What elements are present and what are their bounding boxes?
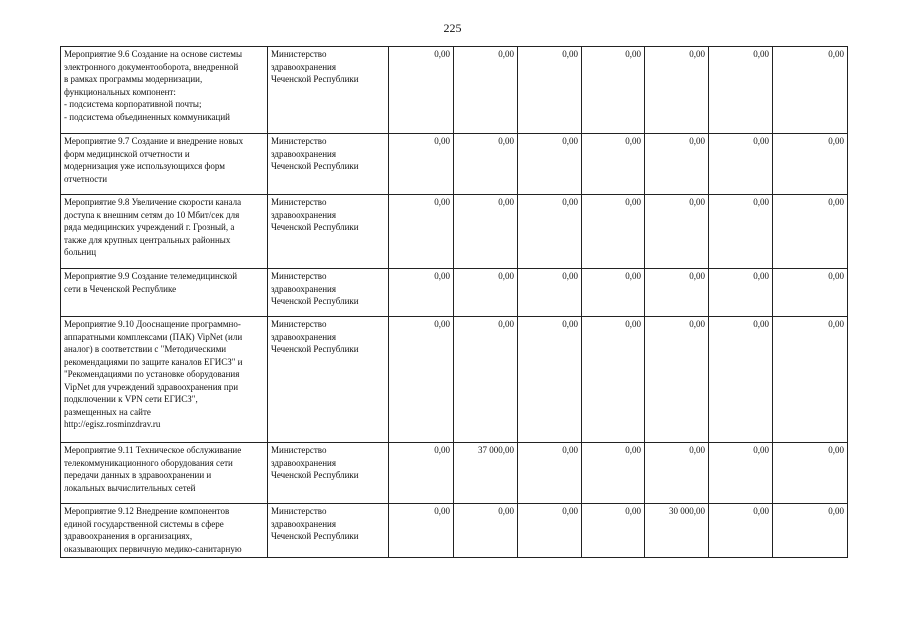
activity-description-line: VipNet для учреждений здравоохранения при <box>64 381 239 392</box>
activity-description-line: рекомендациями по защите каналов ЕГИСЗ" и <box>64 356 243 367</box>
funding-value-cell: 0,00 <box>389 269 454 317</box>
activity-description-cell <box>61 443 268 504</box>
funding-value-cell: 0,00 <box>645 269 709 317</box>
page-number: 225 <box>443 21 462 35</box>
responsible-organization-cell <box>268 504 389 558</box>
responsible-organization-cell <box>268 443 389 504</box>
funding-value-cell: 0,00 <box>518 443 582 504</box>
organization-line: здравоохранения <box>271 61 337 72</box>
funding-value-cell: 0,00 <box>773 317 848 443</box>
funding-value-cell: 0,00 <box>389 504 454 558</box>
activity-description-line: Мероприятие 9.11 Техническое обслуживание <box>64 445 242 455</box>
activity-description-line: http://egisz.rosminzdrav.ru <box>64 419 161 429</box>
funding-value-cell: 0,00 <box>582 134 645 195</box>
funding-value-cell: 0,00 <box>773 47 848 134</box>
organization-line: Чеченской Республики <box>271 74 359 84</box>
funding-value-cell: 0,00 <box>389 195 454 269</box>
organization-line: Министерство <box>271 506 327 516</box>
organization-line: Чеченской Республики <box>271 161 359 171</box>
funding-value-cell: 0,00 <box>518 195 582 269</box>
table-row <box>61 195 848 269</box>
activity-description-line: доступа к внешним сетям до 10 Мбит/сек для <box>64 209 240 220</box>
funding-value-cell: 0,00 <box>454 195 518 269</box>
activity-description-line: - подсистема корпоративной почты; <box>64 99 202 109</box>
activity-description-line: оказывающих первичную медико-санитарную <box>64 543 242 554</box>
activity-description-line: подключении к VPN сети ЕГИСЗ", <box>64 394 198 404</box>
activity-description-line: Мероприятие 9.7 Создание и внедрение новых <box>64 136 244 146</box>
activity-description-line: "Рекомендациями по установке оборудования <box>64 369 240 379</box>
activity-description-line: здравоохранения в организациях, <box>64 531 193 541</box>
activity-description-line: локальных вычислительных сетей <box>64 482 196 493</box>
funding-value-cell: 0,00 <box>454 317 518 443</box>
organization-line: здравоохранения <box>271 457 337 468</box>
activity-description-line: аппаратными комплексами (ПАК) VipNet (или <box>64 331 243 342</box>
activity-description-line: ряда медицинских учреждений г. Грозный, а <box>64 222 235 232</box>
table-row <box>61 269 848 317</box>
organization-line: Министерство <box>271 49 327 59</box>
funding-value-cell: 0,00 <box>709 443 773 504</box>
funding-value-cell: 0,00 <box>518 269 582 317</box>
funding-value-cell: 0,00 <box>582 317 645 443</box>
organization-line: здравоохранения <box>271 283 337 294</box>
funding-value-cell: 0,00 <box>389 443 454 504</box>
funding-value-cell: 0,00 <box>518 317 582 443</box>
funding-value-cell: 0,00 <box>518 504 582 558</box>
activity-description-line: размещенных на сайте <box>64 406 151 417</box>
organization-line: здравоохранения <box>271 209 337 220</box>
organization-line: Чеченской Республики <box>271 531 359 541</box>
responsible-organization-cell <box>268 195 389 269</box>
funding-value-cell: 0,00 <box>645 195 709 269</box>
funding-value-cell: 0,00 <box>773 195 848 269</box>
funding-value-cell: 0,00 <box>518 134 582 195</box>
funding-value-cell: 0,00 <box>645 443 709 504</box>
activity-description-line: телекоммуникационного оборудования сети <box>64 457 233 468</box>
funding-value-cell: 37 000,00 <box>454 443 518 504</box>
funding-value-cell: 0,00 <box>709 317 773 443</box>
activity-description-line: Мероприятие 9.9 Создание телемедицинской <box>64 271 238 281</box>
funding-value-cell: 0,00 <box>645 134 709 195</box>
funding-value-cell: 0,00 <box>389 47 454 134</box>
organization-line: Чеченской Республики <box>271 222 359 232</box>
activity-description-line: аналог) в соответствии с "Методическими <box>64 344 227 354</box>
organization-line: Министерство <box>271 197 327 207</box>
funding-value-cell: 0,00 <box>773 134 848 195</box>
responsible-organization-cell <box>268 269 389 317</box>
funding-value-cell: 0,00 <box>773 269 848 317</box>
organization-line: Чеченской Республики <box>271 470 359 480</box>
funding-value-cell: 0,00 <box>454 269 518 317</box>
funding-value-cell: 0,00 <box>709 134 773 195</box>
organization-line: Министерство <box>271 445 327 455</box>
activity-description-line: Мероприятие 9.6 Создание на основе системы <box>64 49 243 59</box>
funding-value-cell: 0,00 <box>582 195 645 269</box>
funding-value-cell: 0,00 <box>709 504 773 558</box>
table-row <box>61 134 848 195</box>
table-row <box>61 47 848 134</box>
activity-description-cell <box>61 269 268 317</box>
organization-line: Министерство <box>271 319 327 329</box>
activity-description-line: также для крупных центральных районных <box>64 234 231 245</box>
funding-value-cell: 0,00 <box>454 134 518 195</box>
organization-line: Министерство <box>271 136 327 146</box>
funding-value-cell: 0,00 <box>454 504 518 558</box>
organization-line: здравоохранения <box>271 148 337 159</box>
activity-description-line: - подсистема объединенных коммуникаций <box>64 111 230 122</box>
responsible-organization-cell <box>268 47 389 134</box>
organization-line: Чеченской Республики <box>271 344 359 354</box>
funding-value-cell: 0,00 <box>582 47 645 134</box>
funding-value-cell: 0,00 <box>709 47 773 134</box>
activity-description-line: модернизация уже использующихся форм <box>64 161 225 171</box>
funding-value-cell: 0,00 <box>582 504 645 558</box>
funding-value-cell: 0,00 <box>389 317 454 443</box>
activity-description-line: форм медицинской отчетности и <box>64 148 190 159</box>
organization-line: здравоохранения <box>271 518 337 529</box>
activity-description-line: отчетности <box>64 173 108 184</box>
funding-value-cell: 0,00 <box>645 317 709 443</box>
activity-description-cell <box>61 317 268 443</box>
table-row <box>61 443 848 504</box>
activity-description-line: передачи данных в здравоохранении и <box>64 470 212 480</box>
funding-value-cell: 0,00 <box>582 443 645 504</box>
activity-description-line: больниц <box>64 247 97 257</box>
activity-description-cell <box>61 134 268 195</box>
funding-value-cell: 0,00 <box>709 269 773 317</box>
responsible-organization-cell <box>268 134 389 195</box>
activity-description-line: сети в Чеченской Республике <box>64 283 177 294</box>
table-row <box>61 504 848 558</box>
table-row <box>61 317 848 443</box>
organization-line: Чеченской Республики <box>271 296 359 306</box>
activity-description-line: Мероприятие 9.12 Внедрение компонентов <box>64 506 230 516</box>
activity-description-line: функциональных компонент: <box>64 86 176 97</box>
funding-value-cell: 0,00 <box>454 47 518 134</box>
activity-description-line: в рамках программы модернизации, <box>64 74 203 84</box>
activity-description-line: Мероприятие 9.10 Дооснащение программно- <box>64 319 241 329</box>
funding-value-cell: 30 000,00 <box>645 504 709 558</box>
program-activities-table <box>60 46 848 558</box>
funding-value-cell: 0,00 <box>389 134 454 195</box>
funding-value-cell: 0,00 <box>773 443 848 504</box>
activity-description-line: электронного документооборота, внедренной <box>64 61 239 72</box>
funding-value-cell: 0,00 <box>582 269 645 317</box>
activity-description-cell <box>61 504 268 558</box>
activity-description-line: Мероприятие 9.8 Увеличение скорости канала <box>64 197 242 207</box>
responsible-organization-cell <box>268 317 389 443</box>
activity-description-cell <box>61 47 268 134</box>
organization-line: Министерство <box>271 271 327 281</box>
activity-description-line: единой государственной системы в сфере <box>64 518 224 529</box>
funding-value-cell: 0,00 <box>773 504 848 558</box>
funding-value-cell: 0,00 <box>518 47 582 134</box>
funding-value-cell: 0,00 <box>709 195 773 269</box>
activity-description-cell <box>61 195 268 269</box>
funding-value-cell: 0,00 <box>645 47 709 134</box>
organization-line: здравоохранения <box>271 331 337 342</box>
